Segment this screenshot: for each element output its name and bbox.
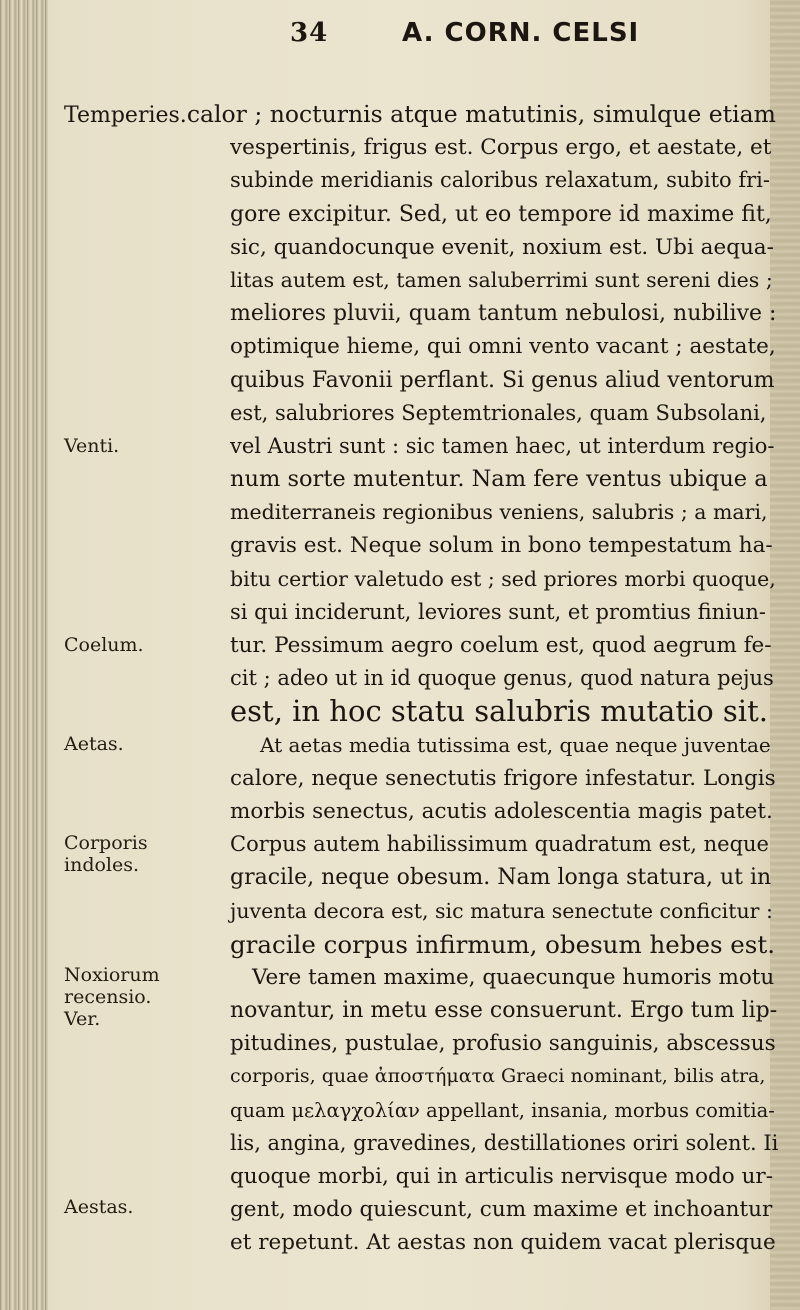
text-line: cit ; adeo ut in id quoque genus, quod natura pejus <box>230 666 774 691</box>
text-line: vespertinis, frigus est. Corpus ergo, et aestate, et <box>230 135 772 161</box>
margin-note-corporis: Corporis indoles. <box>64 832 148 876</box>
text-line: gent, modo quiescunt, cum maxime et inchoantur <box>230 1197 773 1223</box>
text-line: si qui inciderunt, leviores sunt, et promtius finiun- <box>230 599 767 624</box>
text-line: quoque morbi, qui in articulis nervisque modo ur- <box>230 1164 773 1189</box>
text-line: gracile, neque obesum. Nam longa statura, ut in <box>230 865 772 891</box>
text-line: At aetas media tutissima est, quae neque juventae <box>260 732 771 757</box>
first-line-text: calor ; nocturnis atque matutinis, simulque etiam <box>186 100 776 128</box>
text-line: gore excipitur. Sed, ut eo tempore id maxime fit, <box>230 201 772 227</box>
margin-note-aestas: Aestas. <box>64 1196 134 1218</box>
text-line: meliores pluvii, quam tantum nebulosi, nubilive : <box>230 301 777 327</box>
margin-note-venti: Venti. <box>64 435 120 457</box>
text-line: calore, neque senectutis frigore infestatur. Longis <box>230 765 776 791</box>
book-spine <box>0 0 48 1310</box>
text-line: quibus Favonii perflant. Si genus aliud ventorum <box>230 367 775 393</box>
body-text <box>230 98 790 1260</box>
text-line: tur. Pessimum aegro coelum est, quod aegrum fe- <box>230 633 772 658</box>
page-number: 34 <box>290 18 329 48</box>
text-line: vel Austri sunt : sic tamen haec, ut interdum regio- <box>230 433 775 458</box>
text-line: optimique hieme, qui omni vento vacant ; aestate, <box>230 334 776 360</box>
text-line: corporis, quae ἀποστήματα Graeci nominant, bilis atra, <box>230 1065 766 1088</box>
text-line: subinde meridianis caloribus relaxatum, subito fri- <box>230 168 770 193</box>
text-line: lis, angina, gravedines, destillationes oriri solent. Ii <box>230 1130 779 1155</box>
text-line: est, salubriores Septemtrionales, quam Subsolani, <box>230 400 767 425</box>
page-header <box>290 10 650 54</box>
running-title: A. CORN. CELSI <box>402 18 640 48</box>
text-line: gravis est. Neque solum in bono tempestatum ha- <box>230 533 773 559</box>
margin-note-aetas: Aetas. <box>64 733 124 755</box>
text-line: est, in hoc statu salubris mutatio sit. <box>230 694 768 729</box>
text-line: novantur, in metu esse consuerunt. Ergo tum lip- <box>230 998 778 1024</box>
text-line: Corpus autem habilissimum quadratum est, neque <box>230 832 769 857</box>
margin-note-temperies: Temperies. <box>64 103 187 128</box>
text-line: mediterraneis regionibus veniens, salubris ; a mari, <box>230 500 768 525</box>
margin-note-noxiorum: Noxiorum recensio. Ver. <box>64 964 160 1030</box>
text-line: sic, quandocunque evenit, noxium est. Ubi aequa- <box>230 234 774 260</box>
text-line: num sorte mutentur. Nam fere ventus ubique a <box>230 466 768 493</box>
text-line: quam μελαγχολίαν appellant, insania, morbus comitia- <box>230 1098 775 1122</box>
text-line: morbis senectus, acutis adolescentia magis patet. <box>230 798 773 824</box>
margin-note-coelum: Coelum. <box>64 634 144 656</box>
text-line: juventa decora est, sic matura senectute conficitur : <box>230 898 773 923</box>
text-line: pitudines, pustulae, profusio sanguinis, abscessus <box>230 1031 776 1057</box>
text-line: Vere tamen maxime, quaecunque humoris motu <box>252 964 775 990</box>
text-line: gracile corpus infirmum, obesum hebes est. <box>230 929 776 959</box>
text-line: bitu certior valetudo est ; sed priores morbi quoque, <box>230 566 776 591</box>
text-line: litas autem est, tamen saluberrimi sunt sereni dies ; <box>230 267 773 292</box>
text-line: et repetunt. At aestas non quidem vacat plerisque <box>230 1230 776 1256</box>
